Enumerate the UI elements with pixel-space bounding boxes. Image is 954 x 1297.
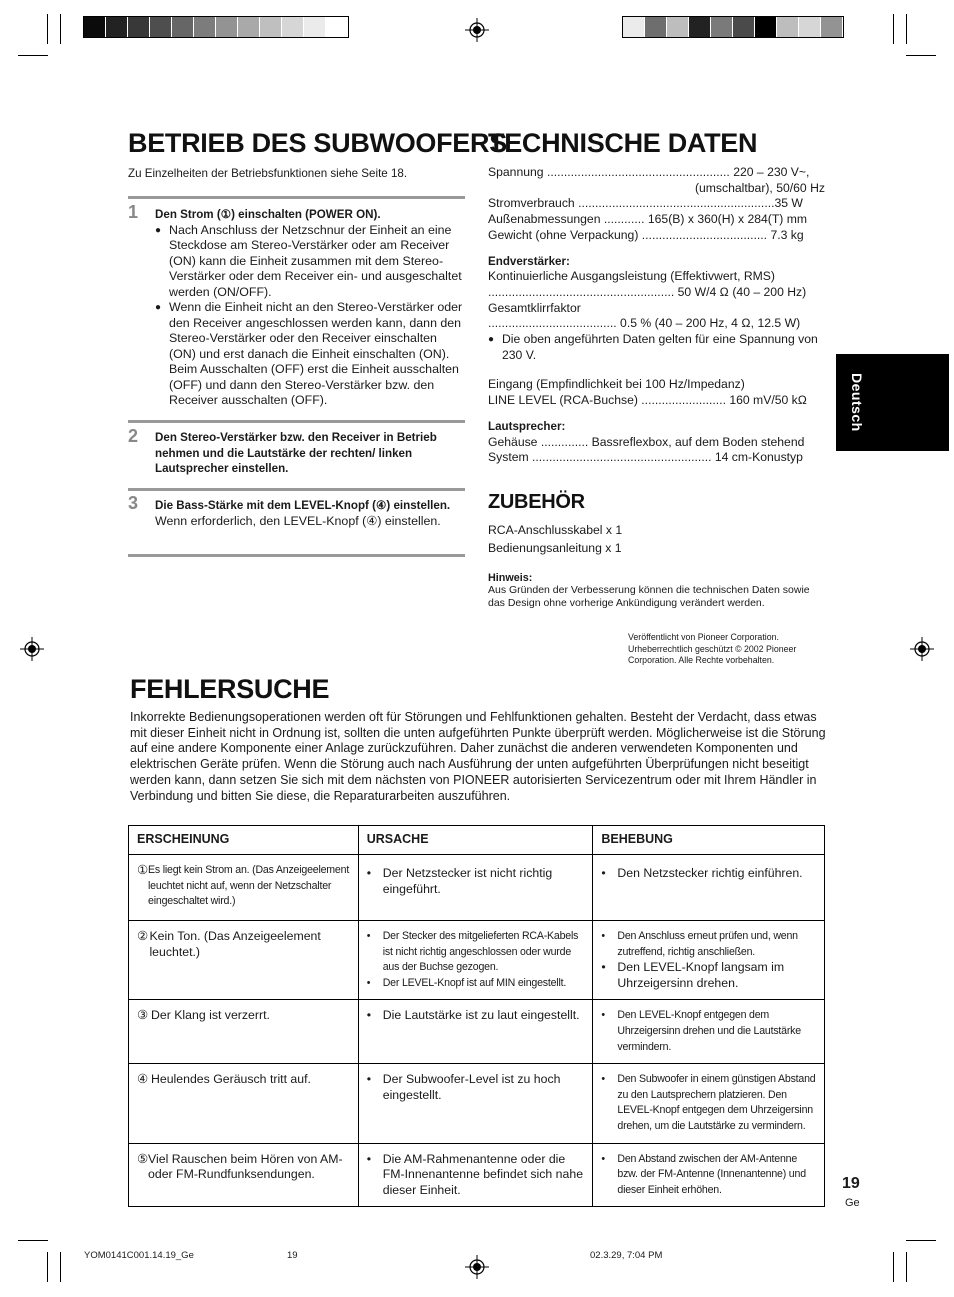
cause-item: • Der Netzstecker ist nicht richtig eingeführt. xyxy=(367,866,585,897)
step-divider xyxy=(128,554,465,557)
symptom-text: Der Klang ist verzerrt. xyxy=(151,1008,270,1023)
cause-cell xyxy=(358,921,593,1000)
color-swatch xyxy=(238,17,260,37)
crop-mark xyxy=(906,14,907,44)
step-divider xyxy=(128,488,465,491)
column-header: URSACHE xyxy=(358,826,593,855)
step-1-bullet: ● Wenn die Einheit nicht an den Stereo-Verstärker oder den Receiver angeschlossen werden kann, dann den Stereo-Verstärker oder den Receiver einschalten (ON) und erst danach die Einheit einschalten (ON). Beim Ausschalten (OFF) erst die Einheit ausschalten (OFF) und dann den Stereo-Verstärker bzw. den Receiver ausschalten (OFF). xyxy=(155,300,467,409)
crop-mark xyxy=(47,14,48,44)
color-swatch xyxy=(821,17,843,37)
symptom-text: Viel Rauschen beim Hören von AM- oder FM-Rundfunksendungen. xyxy=(148,1151,343,1182)
symptom-cell xyxy=(129,1143,359,1207)
cause-item: • Der Subwoofer-Level ist zu hoch eingestellt. xyxy=(367,1072,585,1103)
color-swatch xyxy=(260,17,282,37)
cause-item: • Die Lautstärke ist zu laut eingestellt. xyxy=(367,1008,585,1024)
color-swatch xyxy=(326,17,348,37)
cause-cell xyxy=(358,1064,593,1143)
step-2-title: Den Stereo-Verstärker bzw. den Receiver in Betrieb nehmen und die Lautstärke der rechten/ linken Lautsprecher einstellen. xyxy=(155,431,437,475)
color-swatch xyxy=(733,17,755,37)
color-swatch xyxy=(645,17,667,37)
crop-mark xyxy=(18,55,48,56)
color-bar-right xyxy=(622,16,844,38)
fehler-title: FEHLERSUCHE xyxy=(130,674,330,704)
spec-spannung-b: (umschaltbar), 50/60 Hz xyxy=(694,180,825,195)
table-row xyxy=(129,921,825,1000)
cause-item: • Der LEVEL-Knopf ist auf MIN eingestellt. xyxy=(367,976,585,992)
fix-cell xyxy=(593,1064,825,1143)
color-bar-left xyxy=(83,16,349,38)
color-swatch xyxy=(282,17,304,37)
color-swatch xyxy=(172,17,194,37)
symptom-text: Heulendes Geräusch tritt auf. xyxy=(151,1072,311,1087)
spec-eingang-1: Eingang (Empfindlichkeit bei 100 Hz/Impedanz) xyxy=(488,377,745,392)
technik-specs xyxy=(488,165,825,466)
fix-cell xyxy=(593,921,825,1000)
spec-gewicht: Gewicht (ohne Verpackung) ..................................... 7.3 kg xyxy=(488,227,804,242)
column-header: ERSCHEINUNG xyxy=(129,826,359,855)
betrieb-intro: Zu Einzelheiten der Betriebsfunktionen siehe Seite 18. xyxy=(128,167,408,180)
troubleshooting-table xyxy=(128,825,825,1207)
page-language: Ge xyxy=(845,1197,860,1209)
registration-mark-icon xyxy=(465,18,489,42)
step-number: 3 xyxy=(128,493,139,513)
technik-title: TECHNISCHE DATEN xyxy=(488,128,758,158)
row-number: ② xyxy=(137,929,149,943)
step-number: 1 xyxy=(128,202,139,222)
row-number: ④ xyxy=(137,1072,149,1087)
color-swatch xyxy=(106,17,128,37)
symptom-text: Es liegt kein Strom an. (Das Anzeigeelement leuchtet nicht auf, wenn der Netzschalter eingeschaltet wird.) xyxy=(148,864,350,908)
registration-mark-icon xyxy=(910,637,934,661)
color-swatch xyxy=(194,17,216,37)
footer-date: 02.3.29, 7:04 PM xyxy=(590,1250,663,1261)
crop-mark xyxy=(906,1252,907,1282)
fix-cell xyxy=(593,855,825,921)
color-swatch xyxy=(799,17,821,37)
color-swatch xyxy=(623,17,645,37)
zubehoer-list xyxy=(488,521,825,557)
language-tab-label: Deutsch xyxy=(849,373,865,432)
table-row xyxy=(129,1000,825,1064)
step-3 xyxy=(155,498,467,529)
crop-mark xyxy=(893,14,894,44)
hinweis xyxy=(488,572,818,610)
color-swatch xyxy=(667,17,689,37)
table-header-row xyxy=(129,826,825,855)
color-swatch xyxy=(711,17,733,37)
symptom-cell xyxy=(129,1064,359,1143)
column-header: BEHEBUNG xyxy=(593,826,825,855)
spec-strom: Stromverbrauch ..........................................................35 W xyxy=(488,196,803,211)
fix-cell xyxy=(593,1000,825,1064)
language-tab xyxy=(836,354,949,451)
step-1 xyxy=(155,207,467,409)
color-swatch xyxy=(304,17,326,37)
zubehoer-item: RCA-Anschlusskabel x 1 xyxy=(488,523,623,537)
spec-endv-1: Kontinuierliche Ausgangsleistung (Effektivwert, RMS) xyxy=(488,269,775,284)
hinweis-text: Aus Gründen der Verbesserung können die technischen Daten sowie das Design ohne vorherige Ankündigung verändert werden. xyxy=(488,584,810,609)
color-swatch xyxy=(777,17,799,37)
fehler-intro: Inkorrekte Bedienungsoperationen werden oft für Störungen und Fehlfunktionen gehalten. Besteht der Verdacht, dass etwas mit dieser Einheit nicht in Ordnung ist, sollten die unten aufgeführten Punkte überprüft werden. Möglicherweise ist die Störung auf eine andere Komponente einer Anlage zurückzuführen. Daher zunächst die anderen verwendeten Komponenten und elektrischen Geräte prüfen. Wenn die Störung auch nach Ausführung der unten aufgeführten Überprüfungen nicht beseitigt werden kann, dann setzen Sie sich mit dem nächsten von PIONEER autorisierten Servicezentrum oder mit Ihrem Händler in Verbindung und bitten Sie diese, die Reparaturarbeiten auszuführen. xyxy=(130,710,826,803)
spec-eingang-2: LINE LEVEL (RCA-Buchse) ......................... 160 mV/50 kΩ xyxy=(488,393,808,408)
row-number: ① xyxy=(137,863,149,877)
cause-cell xyxy=(358,1143,593,1207)
color-swatch xyxy=(216,17,238,37)
copyright: Veröffentlicht von Pioneer Corporation. Urheberrechtlich geschützt © 2002 Pioneer Corporation. Alle Rechte vorbehalten. xyxy=(628,632,797,665)
crop-mark xyxy=(47,1252,48,1282)
step-1-title: Den Strom (①) einschalten (POWER ON). xyxy=(155,208,381,221)
symptom-cell xyxy=(129,855,359,921)
crop-mark xyxy=(893,1252,894,1282)
fix-item: • Den LEVEL-Knopf entgegen dem Uhrzeigersinn drehen und die Lautstärke vermindern. xyxy=(601,1008,816,1055)
hinweis-heading: Hinweis: xyxy=(488,572,533,584)
table-row xyxy=(129,1064,825,1143)
cause-item: • Der Stecker des mitgelieferten RCA-Kabels ist nicht richtig angeschlossen oder wurde aus der Buchse gezogen. xyxy=(367,929,585,976)
symptom-cell xyxy=(129,921,359,1000)
fix-item: • Den Netzstecker richtig einführen. xyxy=(601,866,816,882)
spec-laut-heading: Lautsprecher: xyxy=(488,419,566,433)
cause-item: • Die AM-Rahmenantenne oder die FM-Innenantenne befindet sich nahe dieser Einheit. xyxy=(367,1152,585,1199)
spec-endv-note: ● Die oben angeführten Daten gelten für eine Spannung von 230 V. xyxy=(488,332,825,363)
row-number: ⑤ xyxy=(137,1151,149,1166)
symptom-cell xyxy=(129,1000,359,1064)
page-number: 19 xyxy=(842,1175,860,1192)
spec-endv-3: Gesamtklirrfaktor xyxy=(488,300,581,315)
fix-cell xyxy=(593,1143,825,1207)
step-3-text: Wenn erforderlich, den LEVEL-Knopf (④) einstellen. xyxy=(155,513,441,528)
registration-mark-icon xyxy=(20,637,44,661)
zubehoer-item: Bedienungsanleitung x 1 xyxy=(488,541,622,555)
step-divider xyxy=(128,196,465,199)
color-swatch xyxy=(84,17,106,37)
step-3-title: Die Bass-Stärke mit dem LEVEL-Knopf (④) einstellen. xyxy=(155,499,451,512)
spec-laut-1: Gehäuse .............. Bassreflexbox, auf dem Boden stehend xyxy=(488,434,805,449)
color-swatch xyxy=(150,17,172,37)
footer-page: 19 xyxy=(287,1250,298,1261)
color-swatch xyxy=(128,17,150,37)
crop-mark xyxy=(60,1252,61,1282)
spec-endv-heading: Endverstärker: xyxy=(488,254,570,268)
spec-laut-2: System ..................................................... 14 cm-Konustyp xyxy=(488,450,803,465)
step-2 xyxy=(155,430,467,477)
cause-cell xyxy=(358,855,593,921)
fix-item: • Den LEVEL-Knopf langsam im Uhrzeigersinn drehen. xyxy=(601,960,816,991)
step-divider xyxy=(128,420,465,423)
spec-spannung: Spannung ...................................................... 220 – 230 V~, xyxy=(488,165,810,179)
fix-item: • Den Abstand zwischen der AM-Antenne bzw. der FM-Antenne (Innenantenne) und dieser Einheit erhöhen. xyxy=(601,1152,816,1199)
crop-mark xyxy=(60,14,61,44)
step-1-bullet: ● Nach Anschluss der Netzschnur der Einheit an eine Steckdose am Stereo-Verstärker oder am Receiver (ON) kann die Einheit zusammen mit dem Stereo-Verstärker oder dem Receiver ein- und ausgeschaltet werden (ON/OFF). xyxy=(155,223,467,301)
table-row xyxy=(129,855,825,921)
registration-mark-icon xyxy=(465,1255,489,1279)
footer-file: YOM0141C001.14.19_Ge xyxy=(84,1250,194,1261)
color-swatch xyxy=(755,17,777,37)
crop-mark xyxy=(906,1240,936,1241)
table-row xyxy=(129,1143,825,1207)
spec-endv-2: ....................................................... 50 W/4 Ω (40 – 200 Hz) xyxy=(488,284,807,299)
spec-endv-4: ...................................... 0.5 % (40 – 200 Hz, 4 Ω, 12.5 W) xyxy=(488,316,801,331)
step-number: 2 xyxy=(128,426,139,446)
color-swatch xyxy=(689,17,711,37)
spec-aussen: Außenabmessungen ............ 165(B) x 360(H) x 284(T) mm xyxy=(488,212,808,227)
fix-item: • Den Anschluss erneut prüfen und, wenn zutreffend, richtig anschließen. xyxy=(601,929,816,960)
symptom-text: Kein Ton. (Das Anzeigeelement leuchtet.) xyxy=(149,929,321,959)
cause-cell xyxy=(358,1000,593,1064)
betrieb-title: BETRIEB DES SUBWOOFERS xyxy=(128,128,507,158)
crop-mark xyxy=(18,1240,48,1241)
crop-mark xyxy=(906,55,936,56)
fix-item: • Den Subwoofer in einem günstigen Abstand zu den Lautsprechern platzieren. Den LEVEL-Knopf entgegen dem Uhrzeigersinn drehen, um die Lautstärke zu vermindern. xyxy=(601,1072,816,1134)
row-number: ③ xyxy=(137,1008,149,1023)
zubehoer-title: ZUBEHÖR xyxy=(488,491,585,513)
